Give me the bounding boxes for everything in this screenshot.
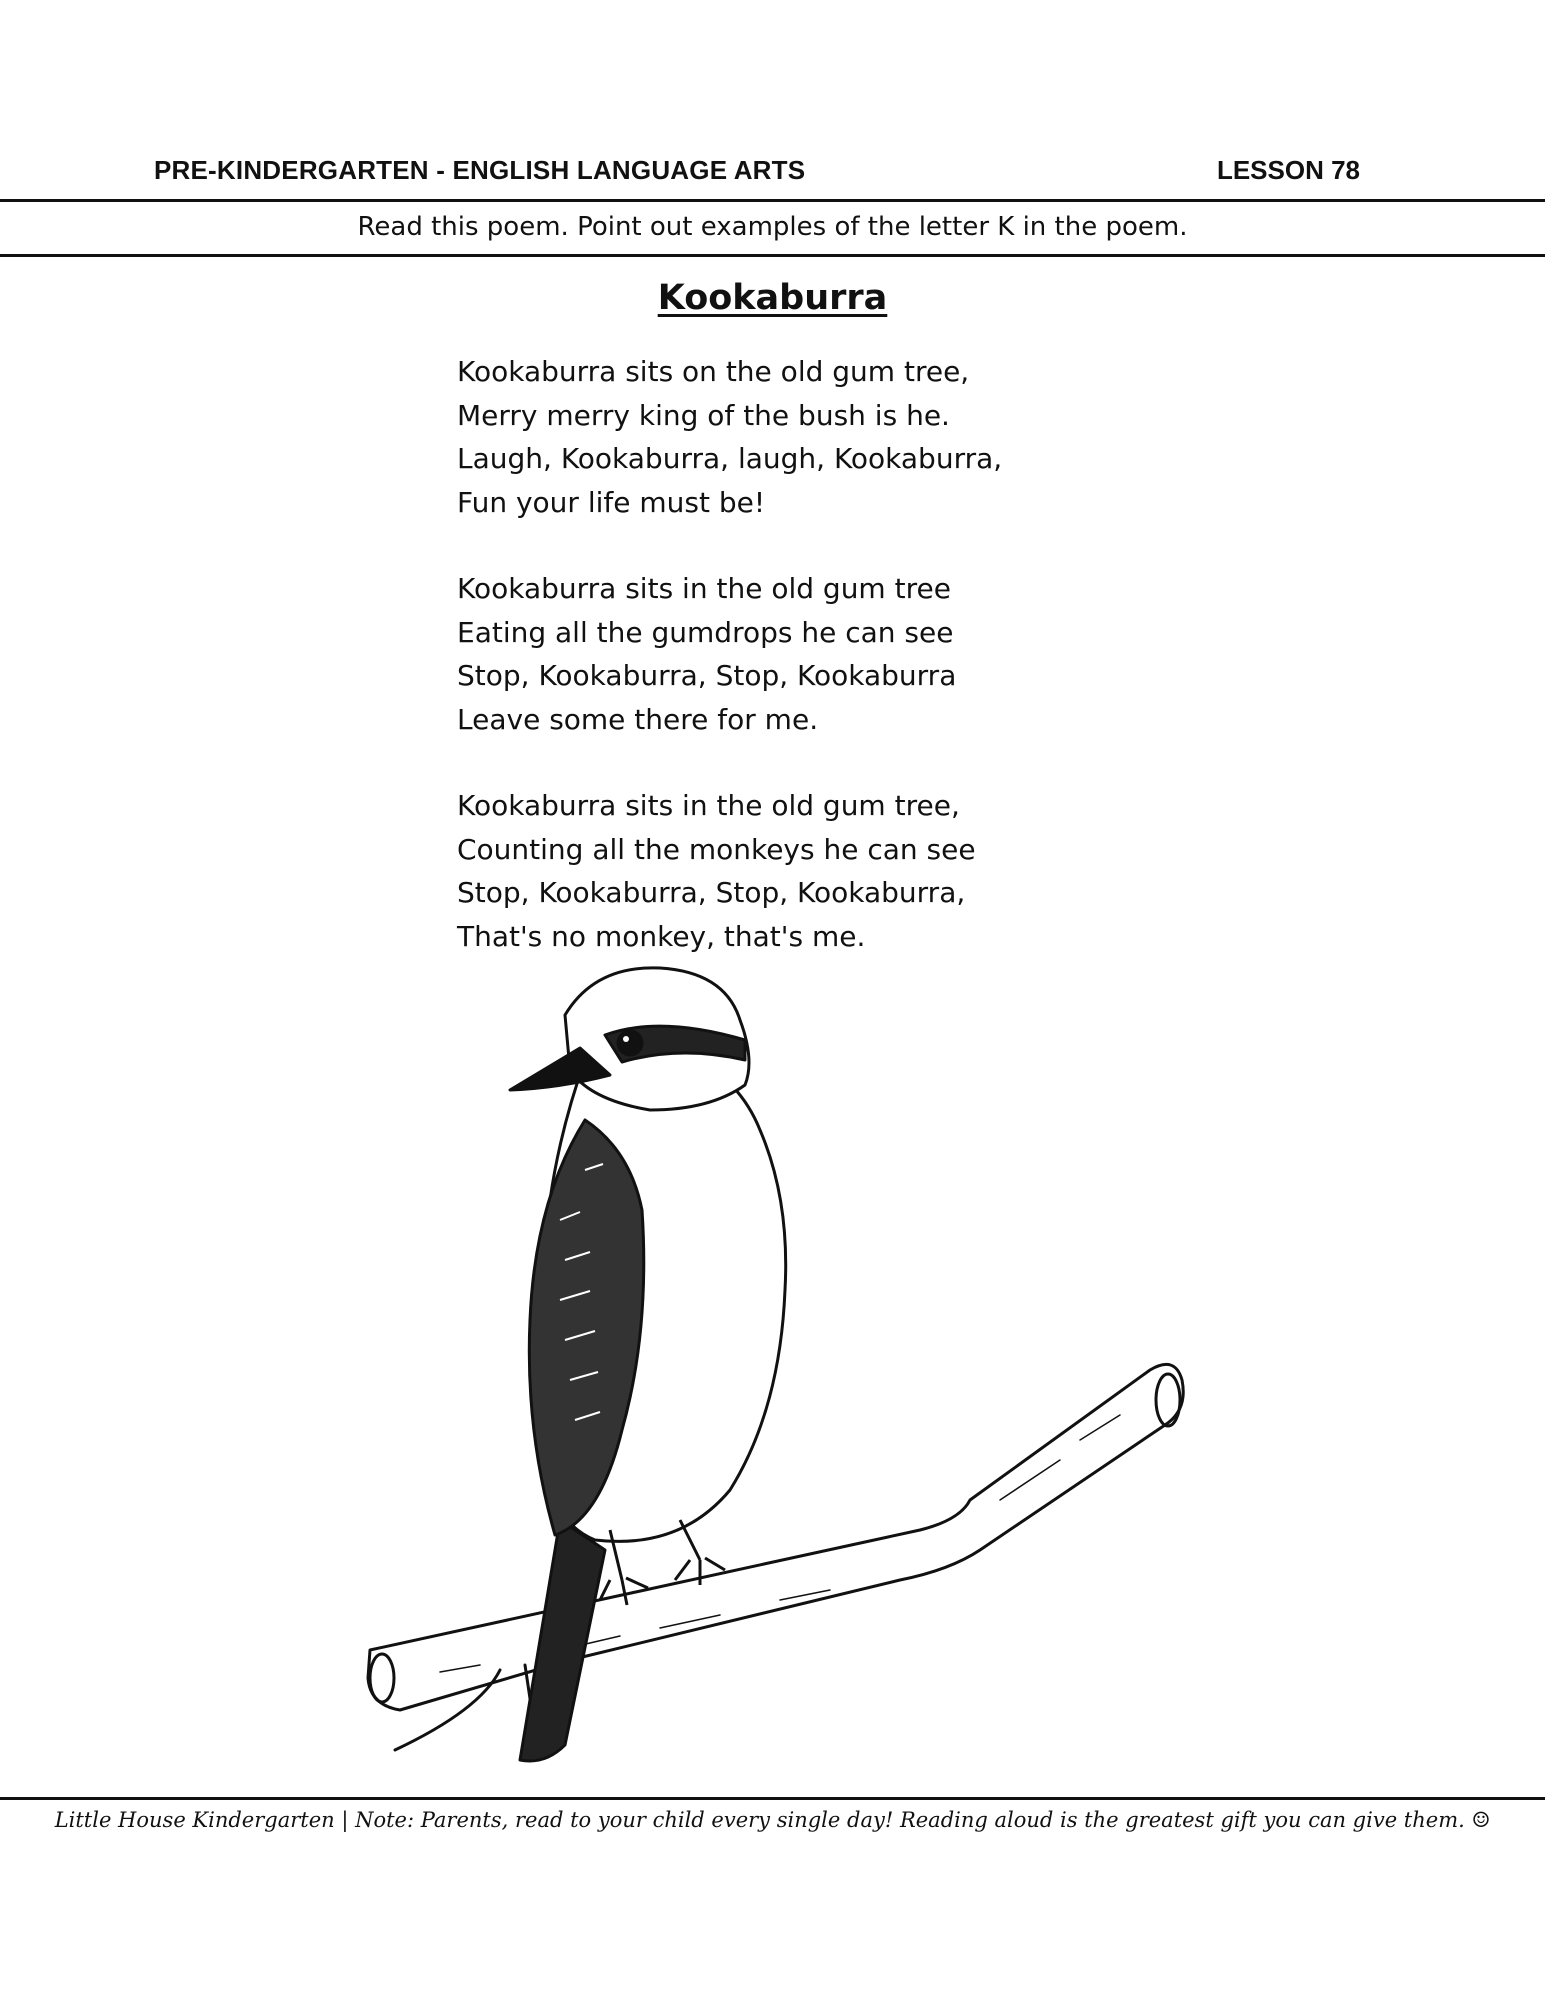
branch bbox=[368, 1364, 1183, 1710]
instruction-divider bbox=[0, 254, 1545, 257]
instruction-text: Read this poem. Point out examples of the letter K in the poem. bbox=[357, 212, 1188, 242]
footer-divider bbox=[0, 1797, 1545, 1800]
poem-line: Stop, Kookaburra, Stop, Kookaburra, bbox=[457, 876, 966, 909]
poem-line: That's no monkey, that's me. bbox=[457, 919, 866, 953]
poem-line: Kookaburra sits on the old gum tree, bbox=[457, 355, 970, 388]
header-divider bbox=[0, 199, 1545, 202]
poem-line: Fun your life must be! bbox=[457, 485, 766, 519]
poem-body bbox=[457, 350, 1002, 1001]
stanza-1 bbox=[457, 350, 1002, 524]
bird-eye bbox=[618, 1031, 642, 1055]
lesson-number: LESSON 78 bbox=[1216, 155, 1360, 185]
stanza-2 bbox=[457, 567, 1002, 741]
poem-line: Kookaburra sits in the old gum tree, bbox=[457, 789, 960, 822]
poem-line: Eating all the gumdrops he can see bbox=[457, 615, 954, 649]
poem-line: Stop, Kookaburra, Stop, Kookaburra bbox=[457, 659, 957, 692]
kookaburra-illustration bbox=[360, 960, 1190, 1770]
poem-line: Merry merry king of the bush is he. bbox=[457, 398, 950, 432]
poem-line: Kookaburra sits in the old gum tree bbox=[457, 572, 951, 605]
footer-note: Little House Kindergarten | Note: Parents, read to your child every single day! Reading aloud is the greatest gift you can give them. ☺ bbox=[54, 1808, 1491, 1832]
stanza-3 bbox=[457, 784, 1002, 958]
header-title: PRE-KINDERGARTEN - ENGLISH LANGUAGE ARTS bbox=[154, 155, 806, 185]
poem-line: Leave some there for me. bbox=[457, 702, 819, 736]
poem-line: Laugh, Kookaburra, laugh, Kookaburra, bbox=[457, 442, 1003, 475]
poem-line: Counting all the monkeys he can see bbox=[457, 832, 976, 866]
poem-title: Kookaburra bbox=[657, 278, 888, 318]
